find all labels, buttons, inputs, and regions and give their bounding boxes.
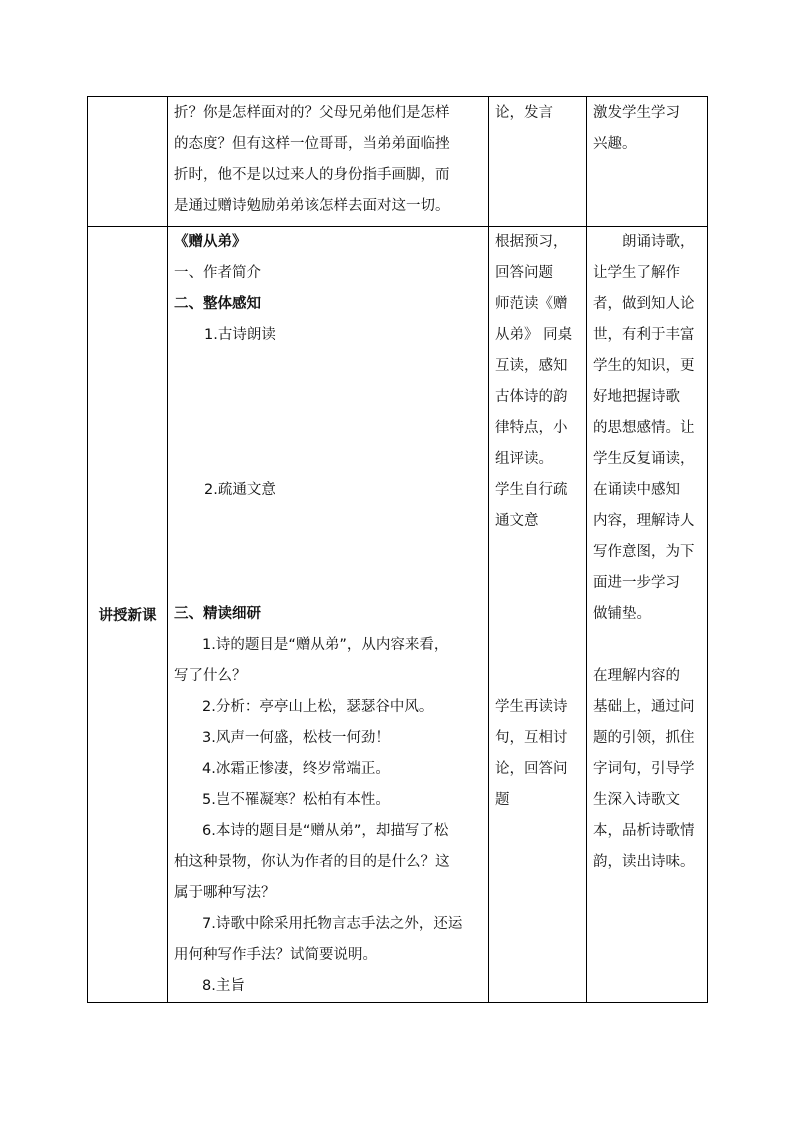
question-line: 1.诗的题目是“赠从弟”，从内容来看， <box>202 637 449 653</box>
question-line: 5.岂不罹凝寒？松柏有本性。 <box>202 792 390 808</box>
intent-line: 基础上，通过问 <box>593 699 695 715</box>
question-line: 用何种写作手法？试简要说明。 <box>174 947 377 963</box>
question-line: 写了什么？ <box>174 668 247 684</box>
intent-line: 兴趣。 <box>593 136 637 152</box>
lesson-plan-table <box>87 96 708 1003</box>
intent-line: 激发学生学习 <box>593 105 680 121</box>
intent-cell <box>587 227 708 1003</box>
activity-line: 回答问题 <box>495 265 553 281</box>
intent-line: 生深入诗歌文 <box>593 792 680 808</box>
intent-cell <box>587 97 708 227</box>
intent-line: 学生的知识，更 <box>593 358 695 374</box>
intent-line: 世，有利于丰富 <box>593 327 695 343</box>
activity-line: 古体诗的韵 <box>495 389 568 405</box>
intent-line: 学生反复诵读， <box>593 451 695 467</box>
content-line: 是通过赠诗勉励弟弟该怎样去面对这一切。 <box>174 198 450 214</box>
activity-line: 学生自行疏 <box>495 482 568 498</box>
section-heading: 三、精读细研 <box>174 606 261 622</box>
content-line: 折时，他不是以过来人的身份指手画脚，而 <box>174 167 450 183</box>
question-line: 7.诗歌中除采用托物言志手法之外，还运 <box>202 916 463 932</box>
question-line: 8.主旨 <box>202 978 245 994</box>
intent-line: 面进一步学习 <box>593 575 680 591</box>
intent-line: 的思想感情。让 <box>593 420 695 436</box>
stage-cell-empty <box>88 97 168 227</box>
question-line: 6.本诗的题目是“赠从弟”，却描写了松 <box>202 823 449 839</box>
question-line: 2.分析：亭亭山上松，瑟瑟谷中风。 <box>202 699 434 715</box>
content-line: 的态度？但有这样一位哥哥，当弟弟面临挫 <box>174 136 450 152</box>
intent-line: 做铺垫。 <box>593 606 651 622</box>
stage-cell: 讲授新课 <box>88 227 168 1003</box>
intent-line: 朗诵诗歌， <box>593 234 695 250</box>
table-row <box>88 227 708 1003</box>
question-line: 4.冰霜正惨凄，终岁常端正。 <box>202 761 390 777</box>
sub-item: 2.疏通文意 <box>204 482 276 498</box>
activity-line: 根据预习， <box>495 234 568 250</box>
intent-line: 写作意图，为下 <box>593 544 695 560</box>
activity-line: 学生再读诗 <box>495 699 568 715</box>
poem-title: 《赠从弟》 <box>174 234 247 250</box>
intent-line: 本，品析诗歌情 <box>593 823 695 839</box>
activity-line: 师范读《赠 <box>495 296 568 312</box>
question-line: 属于哪种写法？ <box>174 885 276 901</box>
sub-item: 1.古诗朗读 <box>204 327 276 343</box>
activity-line: 从弟》 同桌 <box>495 327 573 343</box>
intent-line: 在诵读中感知 <box>593 482 680 498</box>
activity-cell <box>489 97 587 227</box>
activity-line: 互读，感知 <box>495 358 568 374</box>
section-heading: 二、整体感知 <box>174 296 261 312</box>
intent-line: 好地把握诗歌 <box>593 389 680 405</box>
activity-line: 组评读。 <box>495 451 553 467</box>
section-heading: 一、作者简介 <box>174 265 261 281</box>
question-line: 柏这种景物，你认为作者的目的是什么？这 <box>174 854 450 870</box>
question-line: 3.风声一何盛，松枝一何劲！ <box>202 730 390 746</box>
activity-line: 句，互相讨 <box>495 730 568 746</box>
intent-line: 让学生了解作 <box>593 265 680 281</box>
intent-line: 在理解内容的 <box>593 668 680 684</box>
intent-line: 者，做到知人论 <box>593 296 695 312</box>
content-cell <box>168 227 489 1003</box>
activity-line: 律特点，小 <box>495 420 568 436</box>
activity-line: 题 <box>495 792 510 808</box>
intent-line: 韵，读出诗味。 <box>593 854 695 870</box>
intent-line: 字词句，引导学 <box>593 761 695 777</box>
intent-line: 内容，理解诗人 <box>593 513 695 529</box>
table-row <box>88 97 708 227</box>
activity-line: 论，回答问 <box>495 761 568 777</box>
activity-cell <box>489 227 587 1003</box>
intent-line: 题的引领，抓住 <box>593 730 695 746</box>
activity-line: 论，发言 <box>495 105 553 121</box>
activity-line: 通文意 <box>495 513 539 529</box>
content-cell <box>168 97 489 227</box>
content-line: 折？你是怎样面对的？父母兄弟他们是怎样 <box>174 105 450 121</box>
